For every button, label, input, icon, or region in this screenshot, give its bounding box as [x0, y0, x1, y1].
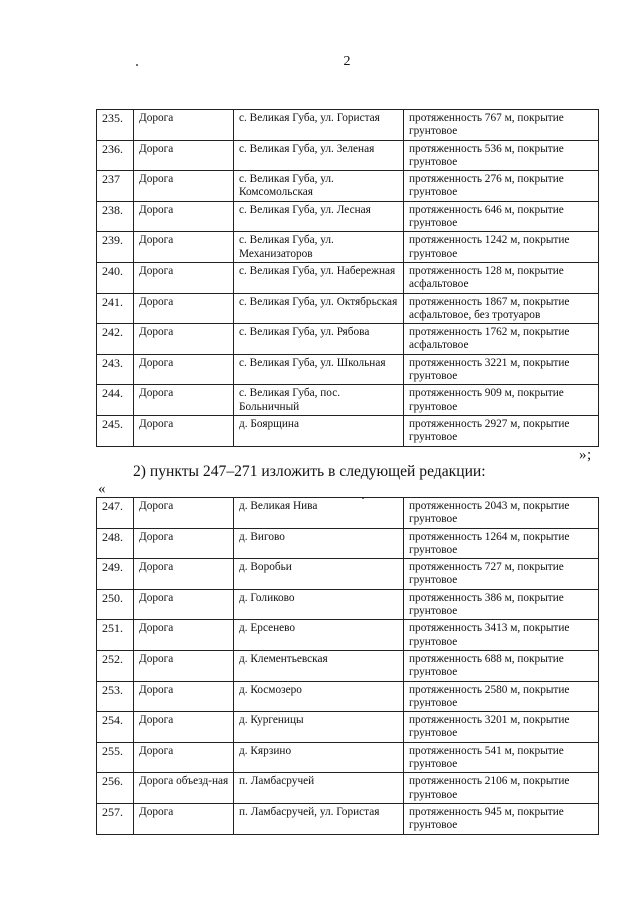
row-number: 241.: [97, 293, 134, 324]
object-location: с. Великая Губа, пос. Больничный: [234, 385, 404, 416]
object-description: протяженность 2106 м, покрытие грунтовое: [404, 773, 599, 804]
table-row: [97, 589, 599, 620]
object-type: Дорога объезд-ная: [134, 773, 234, 804]
object-location: п. Ламбасручей: [234, 773, 404, 804]
table-row: [97, 773, 599, 804]
object-location: д. Кярзино: [234, 742, 404, 773]
object-description: протяженность 3413 м, покрытие грунтовое: [404, 620, 599, 651]
object-description: протяженность 1867 м, покрытие асфальтовое, без тротуаров: [404, 293, 599, 324]
object-location: с. Великая Губа, ул. Октябрьская: [234, 293, 404, 324]
table-row: [97, 415, 599, 446]
object-type: Дорога: [134, 293, 234, 324]
table-row: [97, 293, 599, 324]
object-location: с. Великая Губа, ул. Зеленая: [234, 140, 404, 171]
scan-speck: [136, 64, 138, 66]
object-location: п. Ламбасручей, ул. Гористая: [234, 803, 404, 834]
roads-table-2: [96, 497, 599, 835]
row-number: 253.: [97, 681, 134, 712]
table-row: [97, 681, 599, 712]
roads-table-1: [96, 109, 599, 447]
object-description: протяженность 2927 м, покрытие грунтовое: [404, 415, 599, 446]
table-row: [97, 201, 599, 232]
object-location: д. Великая Нива: [234, 498, 404, 529]
object-description: протяженность 646 м, покрытие грунтовое: [404, 201, 599, 232]
object-location: с. Великая Губа, ул. Лесная: [234, 201, 404, 232]
object-description: протяженность 386 м, покрытие грунтовое: [404, 589, 599, 620]
row-number: 256.: [97, 773, 134, 804]
row-number: 249.: [97, 559, 134, 590]
object-type: Дорога: [134, 324, 234, 355]
object-location: д. Кургеницы: [234, 712, 404, 743]
object-location: д. Боярщина: [234, 415, 404, 446]
object-type: Дорога: [134, 140, 234, 171]
amendment-instruction: 2) пункты 247–271 изложить в следующей редакции:: [133, 463, 486, 480]
row-number: 239.: [97, 232, 134, 263]
object-description: протяженность 2043 м, покрытие грунтовое: [404, 498, 599, 529]
object-type: Дорога: [134, 620, 234, 651]
table-row: [97, 354, 599, 385]
object-type: Дорога: [134, 589, 234, 620]
object-description: протяженность 1264 м, покрытие грунтовое: [404, 528, 599, 559]
row-number: 252.: [97, 650, 134, 681]
object-location: д. Клементьевская: [234, 650, 404, 681]
object-location: с. Великая Губа, ул. Рябова: [234, 324, 404, 355]
row-number: 247.: [97, 498, 134, 529]
table-row: [97, 712, 599, 743]
object-location: д. Голиково: [234, 589, 404, 620]
table-row: [97, 385, 599, 416]
object-type: Дорога: [134, 354, 234, 385]
object-description: протяженность 276 м, покрытие грунтовое: [404, 171, 599, 202]
table-row: [97, 140, 599, 171]
row-number: 238.: [97, 201, 134, 232]
closing-quote: »;: [579, 447, 592, 463]
page-number: 2: [343, 54, 351, 69]
row-number: 243.: [97, 354, 134, 385]
object-type: Дорога: [134, 110, 234, 141]
row-number: 244.: [97, 385, 134, 416]
object-location: с. Великая Губа, ул. Комсомольская: [234, 171, 404, 202]
row-number: 251.: [97, 620, 134, 651]
table-row: [97, 803, 599, 834]
object-type: Дорога: [134, 262, 234, 293]
table-row: [97, 324, 599, 355]
object-location: д. Космозеро: [234, 681, 404, 712]
row-number: 248.: [97, 528, 134, 559]
table-row: [97, 262, 599, 293]
table-row: [97, 620, 599, 651]
row-number: 242.: [97, 324, 134, 355]
row-number: 254.: [97, 712, 134, 743]
row-number: 235.: [97, 110, 134, 141]
object-location: д. Воробьи: [234, 559, 404, 590]
table-row: [97, 110, 599, 141]
object-description: протяженность 2580 м, покрытие грунтовое: [404, 681, 599, 712]
object-type: Дорога: [134, 232, 234, 263]
object-description: протяженность 909 м, покрытие грунтовое: [404, 385, 599, 416]
opening-quote: «: [98, 481, 106, 497]
table-row: [97, 232, 599, 263]
row-number: 250.: [97, 589, 134, 620]
row-number: 240.: [97, 262, 134, 293]
object-type: Дорога: [134, 415, 234, 446]
object-location: с. Великая Губа, ул. Набережная: [234, 262, 404, 293]
object-location: с. Великая Губа, ул. Гористая: [234, 110, 404, 141]
table-row: [97, 650, 599, 681]
object-description: протяженность 128 м, покрытие асфальтовое: [404, 262, 599, 293]
object-type: Дорога: [134, 650, 234, 681]
object-location: д. Вигово: [234, 528, 404, 559]
object-description: протяженность 727 м, покрытие грунтовое: [404, 559, 599, 590]
table-row: [97, 498, 599, 529]
object-type: Дорога: [134, 681, 234, 712]
row-number: 245.: [97, 415, 134, 446]
table-row: [97, 559, 599, 590]
table-row: [97, 742, 599, 773]
object-type: Дорога: [134, 803, 234, 834]
object-description: протяженность 3221 м, покрытие грунтовое: [404, 354, 599, 385]
row-number: 257.: [97, 803, 134, 834]
object-description: протяженность 3201 м, покрытие грунтовое: [404, 712, 599, 743]
object-description: протяженность 1762 м, покрытие асфальтовое: [404, 324, 599, 355]
object-type: Дорога: [134, 498, 234, 529]
row-number: 237: [97, 171, 134, 202]
object-location: д. Ерсенево: [234, 620, 404, 651]
object-type: Дорога: [134, 385, 234, 416]
table-row: [97, 171, 599, 202]
object-type: Дорога: [134, 201, 234, 232]
object-description: протяженность 536 м, покрытие грунтовое: [404, 140, 599, 171]
object-description: протяженность 767 м, покрытие грунтовое: [404, 110, 599, 141]
object-description: протяженность 1242 м, покрытие грунтовое: [404, 232, 599, 263]
object-type: Дорога: [134, 171, 234, 202]
object-type: Дорога: [134, 559, 234, 590]
object-location: с. Великая Губа, ул. Механизаторов: [234, 232, 404, 263]
object-description: протяженность 541 м, покрытие грунтовое: [404, 742, 599, 773]
object-location: с. Великая Губа, ул. Школьная: [234, 354, 404, 385]
row-number: 255.: [97, 742, 134, 773]
object-description: протяженность 688 м, покрытие грунтовое: [404, 650, 599, 681]
object-type: Дорога: [134, 712, 234, 743]
object-type: Дорога: [134, 742, 234, 773]
row-number: 236.: [97, 140, 134, 171]
object-type: Дорога: [134, 528, 234, 559]
object-description: протяженность 945 м, покрытие грунтовое: [404, 803, 599, 834]
table-row: [97, 528, 599, 559]
